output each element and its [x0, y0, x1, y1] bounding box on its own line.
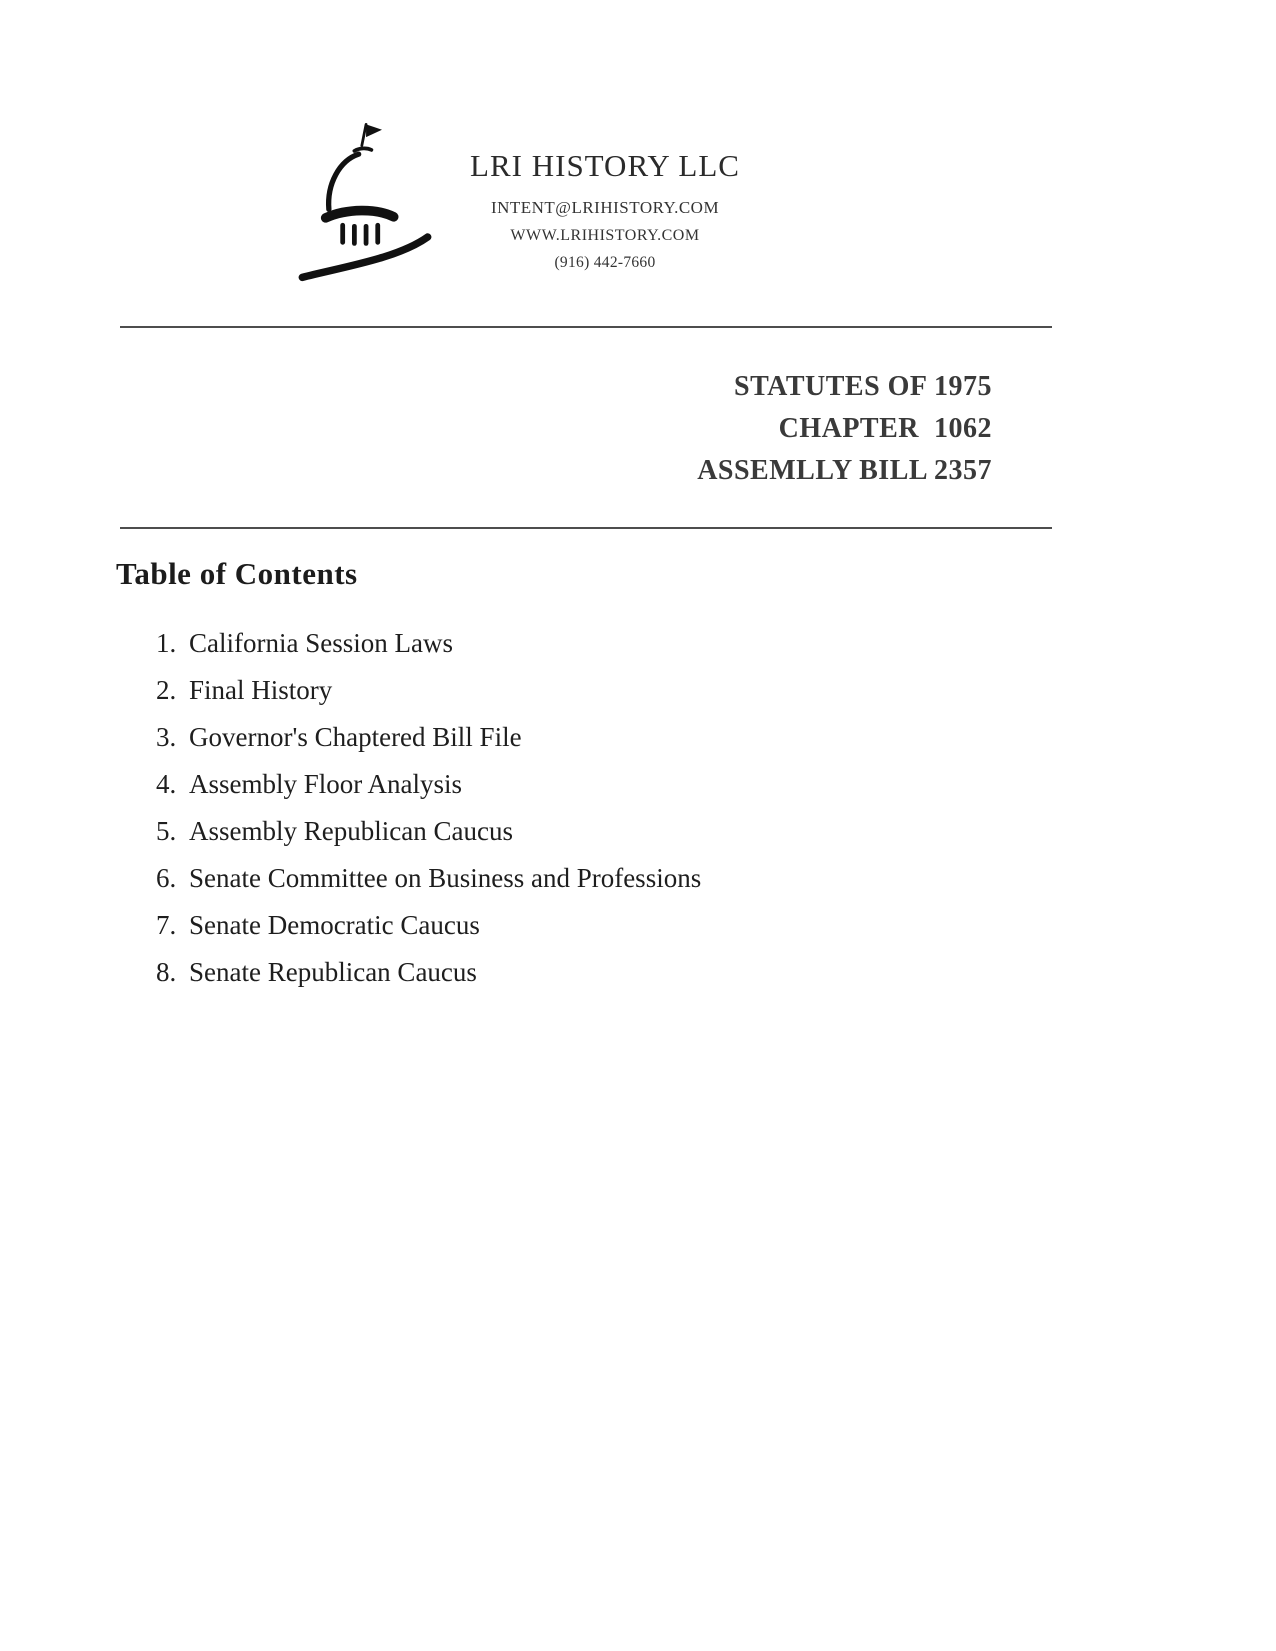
chapter-line: CHAPTER 1062 [778, 413, 992, 444]
company-phone: (916) 442-7660 [554, 254, 656, 271]
toc-heading: Table of Contents [116, 556, 358, 591]
divider-bottom [120, 527, 1052, 529]
toc-list [143, 620, 701, 996]
toc-item: 1. California Session Laws [183, 620, 701, 667]
company-email: INTENT@LRIHISTORY.COM [490, 198, 720, 217]
company-website: WWW.LRIHISTORY.COM [510, 227, 700, 244]
toc-item: 2. Final History [183, 667, 701, 714]
toc-item: 4. Assembly Floor Analysis [183, 761, 701, 808]
flag-icon [366, 124, 382, 137]
capitol-logo-drawing [290, 118, 440, 288]
company-name: LRI HISTORY LLC [470, 148, 740, 183]
letterhead [455, 148, 755, 281]
assembly-bill-line: ASSEMLLY BILL 2357 [697, 455, 992, 486]
capitol-logo [290, 118, 440, 288]
statutes-year-line: STATUTES OF 1975 [734, 371, 992, 402]
toc-item: 3. Governor's Chaptered Bill File [183, 714, 701, 761]
toc-item: 5. Assembly Republican Caucus [183, 808, 701, 855]
toc-item: 7. Senate Democratic Caucus [183, 902, 701, 949]
divider-top [120, 326, 1052, 328]
toc-item: 6. Senate Committee on Business and Professions [183, 855, 701, 902]
toc-item: 8. Senate Republican Caucus [183, 949, 701, 996]
statute-title-block [697, 366, 992, 492]
